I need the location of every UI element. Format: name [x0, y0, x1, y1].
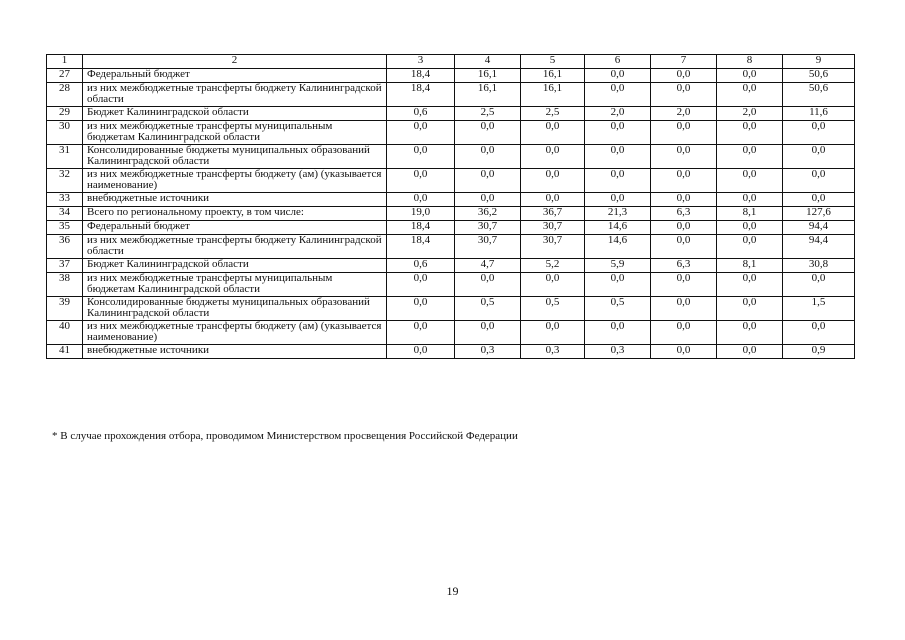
header-row — [47, 55, 855, 69]
table-row — [47, 107, 855, 121]
row-number: 41 — [47, 345, 83, 359]
value-cell: 2,5 — [455, 107, 521, 121]
value-cell: 0,0 — [455, 321, 521, 345]
value-cell: 0,3 — [521, 345, 585, 359]
value-cell: 36,2 — [455, 207, 521, 221]
row-number: 36 — [47, 235, 83, 259]
value-cell: 0,0 — [717, 145, 783, 169]
value-cell: 0,0 — [585, 69, 651, 83]
row-name: из них межбюджетные трансферты муниципальным бюджетам Калининградской области — [83, 121, 387, 145]
row-name: внебюджетные источники — [83, 193, 387, 207]
row-number: 29 — [47, 107, 83, 121]
table-row — [47, 297, 855, 321]
table-row — [47, 235, 855, 259]
value-cell: 0,0 — [783, 145, 855, 169]
value-cell: 0,0 — [717, 345, 783, 359]
value-cell: 0,0 — [387, 273, 455, 297]
row-number: 37 — [47, 259, 83, 273]
value-cell: 0,0 — [783, 321, 855, 345]
row-name: из них межбюджетные трансферты бюджету Калининградской области — [83, 83, 387, 107]
value-cell: 0,0 — [585, 145, 651, 169]
value-cell: 30,7 — [455, 221, 521, 235]
row-number: 32 — [47, 169, 83, 193]
value-cell: 2,0 — [585, 107, 651, 121]
value-cell: 0,0 — [387, 169, 455, 193]
value-cell: 0,0 — [717, 321, 783, 345]
value-cell: 0,3 — [585, 345, 651, 359]
value-cell: 30,7 — [455, 235, 521, 259]
value-cell: 1,5 — [783, 297, 855, 321]
value-cell: 0,5 — [585, 297, 651, 321]
value-cell: 0,0 — [387, 193, 455, 207]
value-cell: 18,4 — [387, 83, 455, 107]
value-cell: 0,0 — [521, 145, 585, 169]
header-cell: 5 — [521, 55, 585, 69]
table-row — [47, 207, 855, 221]
value-cell: 94,4 — [783, 235, 855, 259]
row-number: 30 — [47, 121, 83, 145]
value-cell: 0,0 — [521, 193, 585, 207]
value-cell: 0,0 — [455, 145, 521, 169]
table-row — [47, 121, 855, 145]
page-number: 19 — [446, 584, 459, 598]
value-cell: 16,1 — [455, 69, 521, 83]
header-cell: 1 — [47, 55, 83, 69]
value-cell: 0,0 — [783, 121, 855, 145]
value-cell: 30,8 — [783, 259, 855, 273]
value-cell: 0,0 — [521, 169, 585, 193]
value-cell: 0,0 — [585, 273, 651, 297]
value-cell: 0,0 — [387, 121, 455, 145]
value-cell: 21,3 — [585, 207, 651, 221]
row-number: 33 — [47, 193, 83, 207]
row-name: Бюджет Калининградской области — [83, 107, 387, 121]
value-cell: 0,0 — [455, 193, 521, 207]
header-cell: 2 — [83, 55, 387, 69]
table-row — [47, 259, 855, 273]
value-cell: 0,0 — [387, 345, 455, 359]
value-cell: 0,0 — [717, 221, 783, 235]
row-name: из них межбюджетные трансферты бюджету (ам) (указывается наименование) — [83, 169, 387, 193]
row-name: Федеральный бюджет — [83, 221, 387, 235]
table-row — [47, 345, 855, 359]
value-cell: 8,1 — [717, 259, 783, 273]
value-cell: 30,7 — [521, 235, 585, 259]
row-name: из них межбюджетные трансферты муниципальным бюджетам Калининградской области — [83, 273, 387, 297]
row-number: 35 — [47, 221, 83, 235]
value-cell: 0,0 — [717, 297, 783, 321]
value-cell: 0,0 — [387, 145, 455, 169]
value-cell: 0,0 — [521, 273, 585, 297]
row-name: Федеральный бюджет — [83, 69, 387, 83]
value-cell: 0,5 — [455, 297, 521, 321]
value-cell: 0,0 — [717, 121, 783, 145]
table-row — [47, 145, 855, 169]
header-cell: 6 — [585, 55, 651, 69]
row-name: из них межбюджетные трансферты бюджету (ам) (указывается наименование) — [83, 321, 387, 345]
value-cell: 0,0 — [651, 69, 717, 83]
value-cell: 0,0 — [585, 169, 651, 193]
value-cell: 16,1 — [521, 83, 585, 107]
header-cell: 3 — [387, 55, 455, 69]
value-cell: 0,0 — [585, 121, 651, 145]
value-cell: 0,0 — [455, 169, 521, 193]
row-name: Консолидированные бюджеты муниципальных образований Калининградской области — [83, 297, 387, 321]
value-cell: 0,0 — [717, 69, 783, 83]
value-cell: 0,0 — [651, 235, 717, 259]
value-cell: 5,9 — [585, 259, 651, 273]
value-cell: 127,6 — [783, 207, 855, 221]
table-row — [47, 273, 855, 297]
row-name: Консолидированные бюджеты муниципальных образований Калининградской области — [83, 145, 387, 169]
table-row — [47, 321, 855, 345]
header-cell: 9 — [783, 55, 855, 69]
value-cell: 6,3 — [651, 259, 717, 273]
value-cell: 0,0 — [717, 235, 783, 259]
value-cell: 0,0 — [651, 221, 717, 235]
value-cell: 0,6 — [387, 107, 455, 121]
value-cell: 0,6 — [387, 259, 455, 273]
budget-table — [46, 54, 855, 359]
value-cell: 2,0 — [717, 107, 783, 121]
row-name: Бюджет Калининградской области — [83, 259, 387, 273]
value-cell: 0,0 — [651, 297, 717, 321]
value-cell: 6,3 — [651, 207, 717, 221]
value-cell: 0,0 — [585, 193, 651, 207]
value-cell: 94,4 — [783, 221, 855, 235]
table-row — [47, 169, 855, 193]
value-cell: 11,6 — [783, 107, 855, 121]
value-cell: 0,0 — [651, 145, 717, 169]
value-cell: 14,6 — [585, 235, 651, 259]
table-row — [47, 69, 855, 83]
value-cell: 16,1 — [455, 83, 521, 107]
row-number: 40 — [47, 321, 83, 345]
value-cell: 0,0 — [455, 121, 521, 145]
table-row — [47, 193, 855, 207]
value-cell: 2,0 — [651, 107, 717, 121]
value-cell: 0,0 — [717, 273, 783, 297]
value-cell: 0,0 — [783, 273, 855, 297]
value-cell: 18,4 — [387, 69, 455, 83]
value-cell: 0,0 — [783, 169, 855, 193]
value-cell: 0,0 — [585, 83, 651, 107]
value-cell: 2,5 — [521, 107, 585, 121]
row-name: внебюджетные источники — [83, 345, 387, 359]
table-row — [47, 83, 855, 107]
value-cell: 16,1 — [521, 69, 585, 83]
row-number: 39 — [47, 297, 83, 321]
value-cell: 0,0 — [455, 273, 521, 297]
value-cell: 0,0 — [521, 321, 585, 345]
value-cell: 0,0 — [585, 321, 651, 345]
value-cell: 0,0 — [651, 345, 717, 359]
footnote: * В случае прохождения отбора, проводимом Министерством просвещения Российской Федерации — [52, 430, 518, 442]
value-cell: 5,2 — [521, 259, 585, 273]
value-cell: 0,0 — [717, 193, 783, 207]
value-cell: 0,0 — [651, 83, 717, 107]
value-cell: 0,0 — [783, 193, 855, 207]
header-cell: 8 — [717, 55, 783, 69]
value-cell: 0,0 — [651, 169, 717, 193]
row-number: 34 — [47, 207, 83, 221]
row-number: 28 — [47, 83, 83, 107]
value-cell: 0,3 — [455, 345, 521, 359]
value-cell: 0,0 — [651, 121, 717, 145]
row-name: Всего по региональному проекту, в том числе: — [83, 207, 387, 221]
header-cell: 4 — [455, 55, 521, 69]
value-cell: 36,7 — [521, 207, 585, 221]
value-cell: 50,6 — [783, 83, 855, 107]
table-row — [47, 221, 855, 235]
value-cell: 0,0 — [651, 321, 717, 345]
value-cell: 0,0 — [717, 169, 783, 193]
value-cell: 0,0 — [521, 121, 585, 145]
value-cell: 0,0 — [651, 273, 717, 297]
value-cell: 0,9 — [783, 345, 855, 359]
value-cell: 0,5 — [521, 297, 585, 321]
row-name: из них межбюджетные трансферты бюджету Калининградской области — [83, 235, 387, 259]
value-cell: 18,4 — [387, 221, 455, 235]
table-body — [47, 69, 855, 359]
value-cell: 4,7 — [455, 259, 521, 273]
value-cell: 0,0 — [717, 83, 783, 107]
value-cell: 8,1 — [717, 207, 783, 221]
value-cell: 14,6 — [585, 221, 651, 235]
row-number: 38 — [47, 273, 83, 297]
header-cell: 7 — [651, 55, 717, 69]
value-cell: 0,0 — [387, 297, 455, 321]
value-cell: 50,6 — [783, 69, 855, 83]
row-number: 27 — [47, 69, 83, 83]
value-cell: 0,0 — [651, 193, 717, 207]
value-cell: 19,0 — [387, 207, 455, 221]
value-cell: 18,4 — [387, 235, 455, 259]
value-cell: 0,0 — [387, 321, 455, 345]
value-cell: 30,7 — [521, 221, 585, 235]
row-number: 31 — [47, 145, 83, 169]
